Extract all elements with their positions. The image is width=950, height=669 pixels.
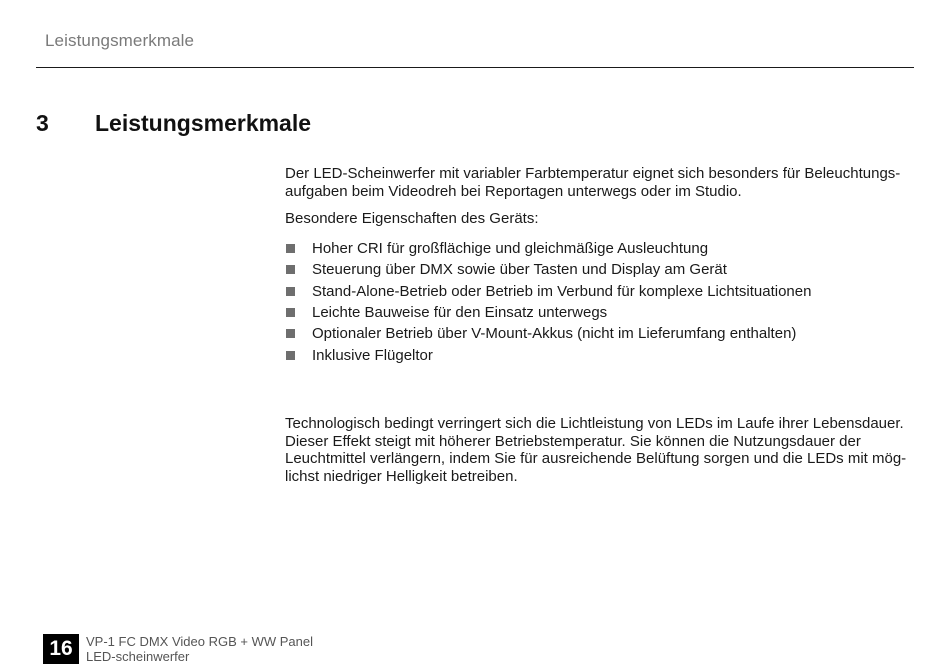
note-line: lichst niedriger Helligkeit betreiben. [285, 467, 518, 485]
chapter-heading [36, 110, 311, 137]
note-line: Dieser Effekt steigt mit höherer Betriebstemperatur. Sie können die Nutzungsdauer der [285, 432, 861, 450]
square-bullet-icon [286, 351, 295, 360]
list-item-text: Steuerung über DMX sowie über Tasten und Display am Gerät [312, 261, 727, 279]
list-item-text: Stand-Alone-Betrieb oder Betrieb im Verbund für komplexe Lichtsituationen [312, 282, 812, 300]
features-list [285, 238, 915, 366]
list-item [285, 259, 915, 280]
header-rule [36, 67, 914, 68]
list-item-text: Hoher CRI für großflächige und gleichmäßige Ausleuchtung [312, 239, 709, 257]
square-bullet-icon [286, 265, 295, 274]
footer-product-type: LED-scheinwerfer [86, 649, 190, 664]
square-bullet-icon [286, 287, 295, 296]
note-paragraph [285, 415, 915, 485]
footer-product-name: VP-1 FC DMX Video RGB + WW Panel [86, 634, 313, 649]
intro-paragraph [285, 165, 915, 200]
list-item-text: Optionaler Betrieb über V-Mount-Akkus (nicht im Lieferumfang enthalten) [312, 325, 797, 343]
page-number: 16 [43, 634, 79, 664]
note-line: Leuchtmittel verlängern, indem Sie für ausreichende Belüftung sorgen und die LEDs mit mög- [285, 450, 907, 468]
list-item-text: Inklusive Flügeltor [312, 346, 433, 364]
list-item [285, 345, 915, 366]
note-line: Technologisch bedingt verringert sich die Lichtleistung von LEDs im Laufe ihrer Lebensdauer. [285, 415, 904, 432]
intro-line: Der LED-Scheinwerfer mit variabler Farbtemperatur eignet sich besonders für Beleuchtungs- [285, 165, 901, 182]
square-bullet-icon [286, 244, 295, 253]
main-content [285, 165, 915, 366]
chapter-title: Leistungsmerkmale [95, 110, 312, 136]
square-bullet-icon [286, 329, 295, 338]
list-item [285, 323, 915, 344]
list-item [285, 281, 915, 302]
intro-line: aufgaben beim Videodreh bei Reportagen unterwegs oder im Studio. [285, 182, 742, 200]
list-item-text: Leichte Bauweise für den Einsatz unterwegs [312, 303, 608, 321]
chapter-number: 3 [36, 110, 49, 136]
list-item [285, 238, 915, 259]
list-item [285, 302, 915, 323]
footer-product-info [86, 634, 313, 664]
features-label: Besondere Eigenschaften des Geräts: [285, 210, 539, 228]
running-header-title: Leistungsmerkmale [45, 31, 195, 50]
square-bullet-icon [286, 308, 295, 317]
